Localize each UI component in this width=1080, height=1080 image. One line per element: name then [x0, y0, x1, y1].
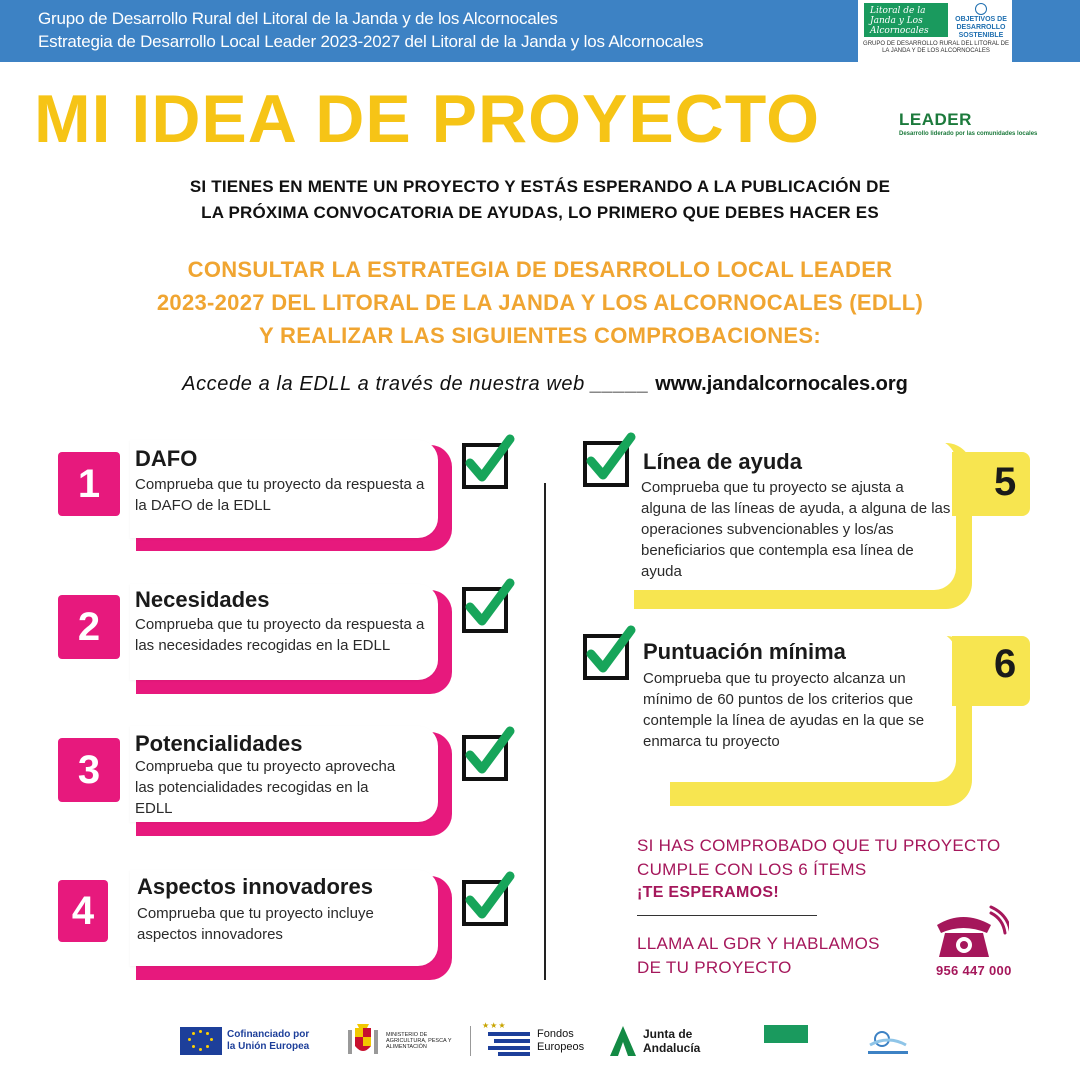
phone-number[interactable]: 956 447 000 [936, 963, 1012, 978]
gdr-logo-subtitle: GRUPO DE DESARROLLO RURAL DEL LITORAL DE LA JANDA Y DE LOS ALCORNOCALES [863, 41, 1009, 54]
web-access-line [0, 373, 1080, 396]
step-6-number-tab [952, 636, 1030, 706]
edll-footer-logo [862, 1027, 914, 1057]
cta-line-3: ¡TE ESPERAMOS! [637, 884, 779, 901]
step-3-title: Potencialidades [135, 731, 303, 756]
step-6-text: Comprueba que tu proyecto alcanza un mínimo de 60 puntos de los criterios que contemple la línea de ayudas en la que se enmarca tu proyecto [643, 670, 925, 750]
check-icon [462, 725, 520, 783]
gdr-logo-badge: Litoral de la Janda y Los Alcornocales [864, 3, 948, 37]
step-3-checkbox [462, 735, 508, 781]
leader-logo-tagline: Desarrollo liderado por las comunidades locales [899, 131, 1038, 137]
step-5-title: Línea de ayuda [643, 449, 802, 474]
step-3-number: 3 [58, 738, 120, 802]
step-6-title: Puntuación mínima [643, 639, 846, 664]
gdr-footer-logo [764, 1025, 836, 1057]
step-5-number: 5 [994, 460, 1017, 504]
gdr-logo [858, 0, 1012, 62]
cta-line-4: LLAMA AL GDR Y HABLAMOS [637, 934, 880, 953]
website-link[interactable]: www.jandalcornocales.org [655, 373, 908, 395]
ods-logo-text: OBJETIVOS DE DESARROLLO SOSTENIBLE [955, 16, 1007, 39]
intro-line-2: LA PRÓXIMA CONVOCATORIA DE AYUDAS, LO PRIMERO QUE DEBES HACER ES [201, 203, 879, 222]
check-icon [462, 433, 520, 491]
check-icon [583, 624, 641, 682]
cta-line-2: CUMPLE CON LOS 6 ÍTEMS [637, 860, 867, 879]
step-1-number: 1 [58, 452, 120, 516]
check-icon [583, 431, 641, 489]
step-5-number-tab [952, 452, 1030, 516]
step-1-text: Comprueba que tu proyecto da respuesta a la DAFO de la EDLL [135, 476, 425, 514]
header-bar [0, 0, 1080, 62]
step-4-checkbox [462, 880, 508, 926]
junta-andalucia-text: Junta de Andalucía [643, 1027, 701, 1055]
web-access-prefix: Accede a la EDLL a través de nuestra web _____ [182, 373, 650, 395]
column-divider [544, 483, 546, 980]
fondos-stars-icon: ★★★ [482, 1021, 507, 1030]
header-line-2: Estrategia de Desarrollo Local Leader 2023-2027 del Litoral de la Janda y los Alcornocales [38, 32, 704, 51]
leader-logo [899, 110, 1037, 137]
step-6-number: 6 [994, 642, 1017, 686]
eu-cofinancing-text: Cofinanciado por la Unión Europea [227, 1029, 310, 1052]
check-icon [462, 870, 520, 928]
step-5-checkbox [583, 441, 629, 487]
step-1-title: DAFO [135, 446, 198, 471]
cta-separator [637, 915, 817, 916]
page-title: MI IDEA DE PROYECTO [34, 81, 820, 157]
header-line-1: Grupo de Desarrollo Rural del Litoral de la Janda y de los Alcornocales [38, 9, 558, 28]
globe-icon [975, 3, 987, 15]
spain-coat-of-arms-icon [345, 1022, 381, 1060]
step-4-title: Aspectos innovadores [137, 874, 373, 899]
ministry-text: MINISTERIO DE AGRICULTURA, PESCA Y ALIMENTACIÓN [386, 1032, 452, 1050]
check-icon [462, 577, 520, 635]
cta-line-1: SI HAS COMPROBADO QUE TU PROYECTO [637, 836, 1001, 855]
gdr-footer-badge [764, 1025, 808, 1043]
ods-logo [954, 3, 1008, 40]
cta-line-5: DE TU PROYECTO [637, 958, 792, 977]
fondos-europeos-text: Fondos Europeos [537, 1028, 585, 1053]
fondos-europeos-icon [488, 1030, 530, 1056]
step-3-text: Comprueba que tu proyecto aprovecha las potencialidades recogidas en la EDLL [135, 758, 396, 817]
step-2-checkbox [462, 587, 508, 633]
highlight-line-3: Y REALIZAR LAS SIGUIENTES COMPROBACIONES: [259, 323, 821, 348]
step-4-number: 4 [58, 880, 108, 942]
step-4-text: Comprueba que tu proyecto incluye aspectos innovadores [137, 905, 374, 943]
step-2-text: Comprueba que tu proyecto da respuesta a las necesidades recogidas en la EDLL [135, 616, 425, 654]
step-1-checkbox [462, 443, 508, 489]
step-2-title: Necesidades [135, 587, 270, 612]
step-2-number: 2 [58, 595, 120, 659]
highlight-line-2: 2023-2027 DEL LITORAL DE LA JANDA Y LOS ALCORNOCALES (EDLL) [156, 290, 924, 315]
step-5-text: Comprueba que tu proyecto se ajusta a alguna de las líneas de ayuda, a alguna de las operaciones subvencionables y los/as beneficiarios que contempla esa línea de ayuda [641, 479, 951, 580]
phone-icon [933, 905, 1009, 961]
step-6-checkbox [583, 634, 629, 680]
eu-flag-icon [180, 1027, 222, 1055]
junta-andalucia-icon [608, 1024, 638, 1058]
intro-line-1: SI TIENES EN MENTE UN PROYECTO Y ESTÁS ESPERANDO A LA PUBLICACIÓN DE [189, 177, 891, 196]
highlight-line-1: CONSULTAR LA ESTRATEGIA DE DESARROLLO LOCAL LEADER [187, 257, 893, 282]
footer-separator [470, 1026, 471, 1056]
ods-footer-icon [810, 1025, 836, 1043]
leader-logo-word: LEADER [899, 110, 972, 129]
